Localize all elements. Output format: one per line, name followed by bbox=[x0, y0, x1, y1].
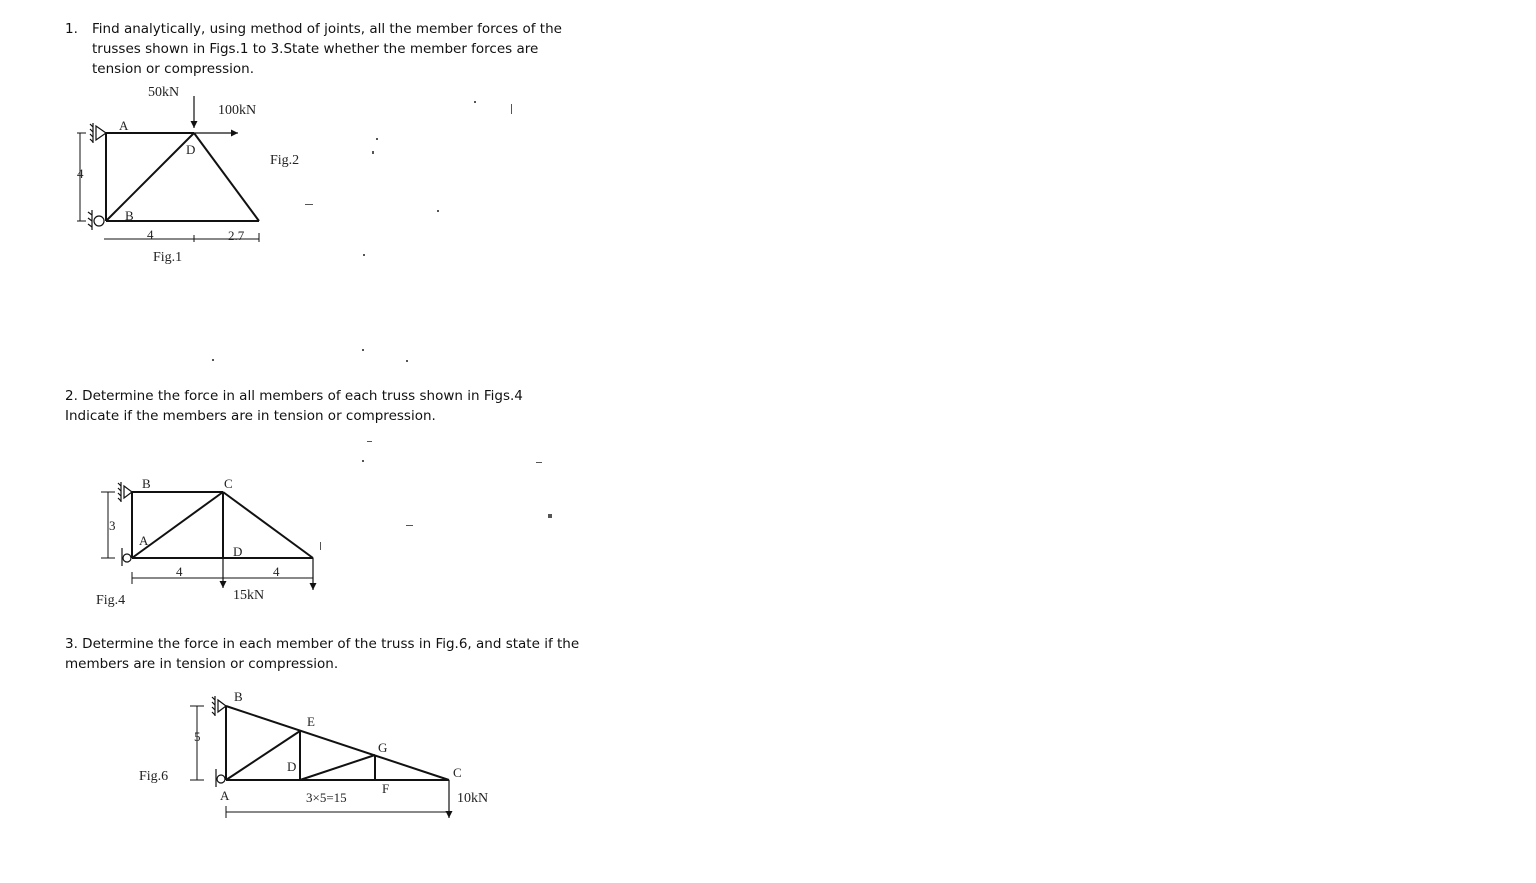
truss-4-joint-a: A bbox=[139, 533, 149, 548]
question-2-line-2: Indicate if the members are in tension or compression. bbox=[65, 408, 436, 424]
truss-6-load-label: 10kN bbox=[457, 791, 489, 806]
truss-4-members bbox=[132, 492, 313, 558]
question-2-line-1: 2. Determine the force in all members of each truss shown in Figs.4 bbox=[65, 388, 523, 404]
truss-1-dimension-lines bbox=[77, 133, 259, 242]
question-1-number: 1. bbox=[65, 21, 78, 37]
truss-1-dim-2: 2.7 bbox=[228, 228, 245, 243]
truss-6-joint-b: B bbox=[234, 689, 243, 704]
question-2 bbox=[65, 386, 585, 426]
truss-1-joint-b: B bbox=[125, 208, 134, 223]
question-1-line-2: trusses shown in Figs.1 to 3.State whether the member forces are bbox=[92, 41, 539, 57]
truss-4-dim-2: 4 bbox=[273, 564, 280, 579]
truss-4-joint-d: D bbox=[233, 544, 243, 559]
fig-2-caption: Fig.2 bbox=[270, 153, 300, 168]
truss-4-joint-c: C bbox=[224, 476, 233, 491]
truss-4-height-label: 3 bbox=[109, 518, 116, 533]
truss-6-joint-g: G bbox=[378, 740, 388, 755]
truss-1-supports bbox=[88, 123, 106, 230]
truss-1-dim-1: 4 bbox=[147, 227, 154, 242]
truss-figure-4 bbox=[96, 476, 313, 608]
scan-artifacts bbox=[212, 101, 552, 550]
truss-6-joint-e: E bbox=[307, 714, 315, 729]
truss-6-span-label: 3×5=15 bbox=[306, 790, 347, 805]
question-1-line-3: tension or compression. bbox=[92, 61, 255, 77]
truss-6-joint-c: C bbox=[453, 765, 462, 780]
question-3-line-1: 3. Determine the force in each member of the truss in Fig.6, and state if the bbox=[65, 636, 580, 652]
truss-6-height-label: 5 bbox=[194, 729, 201, 744]
truss-4-dim-1: 4 bbox=[176, 564, 183, 579]
truss-1-joint-d: D bbox=[186, 142, 196, 157]
truss-figure-6 bbox=[139, 689, 488, 818]
truss-6-supports bbox=[212, 696, 226, 787]
truss-6-joint-a: A bbox=[220, 788, 230, 803]
fig-4-caption: Fig.4 bbox=[96, 593, 126, 608]
question-3-line-2: members are in tension or compression. bbox=[65, 656, 339, 672]
truss-1-load-100kn: 100kN bbox=[218, 103, 257, 118]
fig-1-caption: Fig.1 bbox=[153, 250, 183, 265]
truss-6-joint-d: D bbox=[287, 759, 297, 774]
truss-4-loads bbox=[223, 558, 313, 590]
truss-4-load-label: 15kN bbox=[233, 588, 265, 603]
truss-6-joint-f: F bbox=[382, 781, 390, 796]
truss-1-joint-a: A bbox=[119, 118, 129, 133]
truss-4-joint-b: B bbox=[142, 476, 151, 491]
truss-figure-1 bbox=[77, 85, 299, 265]
truss-1-height-label: 4 bbox=[77, 166, 84, 181]
truss-6-members bbox=[226, 706, 449, 780]
fig-6-caption: Fig.6 bbox=[139, 769, 169, 784]
truss-1-load-50kn: 50kN bbox=[148, 85, 180, 100]
question-1-line-1: Find analytically, using method of joints, all the member forces of the bbox=[92, 21, 562, 37]
truss-4-supports bbox=[118, 482, 132, 566]
question-3 bbox=[65, 634, 605, 674]
